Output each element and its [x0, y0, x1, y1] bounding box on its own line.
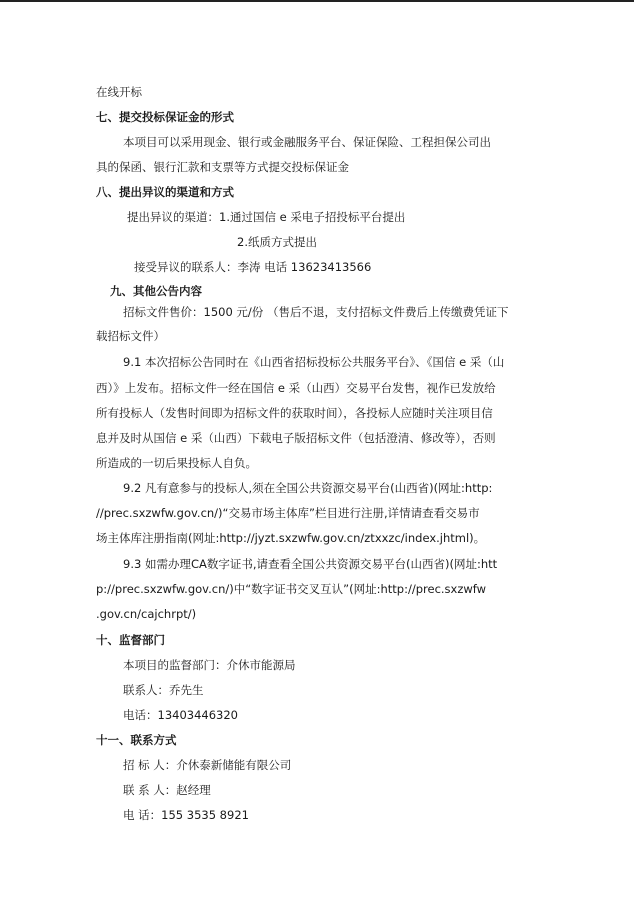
section-9-heading: 九、其他公告内容: [110, 284, 202, 298]
clause-9-1-line-2: 西）》上发布。招标文件一经在国信 e 采（山西）交易平台发售，视作已发放给: [96, 381, 496, 395]
clause-9-1-line-4: 息并及时从国信 e 采（山西）下载电子版招标文件（包括澄清、修改等），否则: [96, 431, 496, 445]
objection-channel-line-2: 2.纸质方式提出: [237, 235, 317, 249]
tender-fee-line-2: 载招标文件）: [96, 329, 165, 343]
clause-9-3-line-2: p://prec.sxzwfw.gov.cn/)中“数字证书交叉互认”(网址:http://prec.sxzwfw: [96, 582, 487, 596]
clause-9-2-line-3: 场主体库注册指南(网址:http://jyzt.sxzwfw.gov.cn/ztxxzc/index.jhtml)。: [96, 531, 486, 545]
section-7-body-line-2: 具的保函、银行汇款和支票等方式提交投标保证金: [96, 160, 349, 174]
tender-fee-line-1: 招标文件售价：1500 元/份 （售后不退，支付招标文件费后上传缴费凭证下: [123, 305, 509, 319]
contact-phone-line: 电 话：155 3535 8921: [123, 808, 249, 822]
objection-channel-line-1: 提出异议的渠道：1.通过国信 e 采电子招投标平台提出: [127, 210, 406, 224]
objection-contact-line: 接受异议的联系人：李涛 电话 13623413566: [134, 260, 372, 274]
section-11-heading: 十一、联系方式: [96, 733, 177, 747]
clause-9-3-line-3: .gov.cn/cajchrpt/): [96, 607, 197, 621]
clause-9-3-line-1: 9.3 如需办理CA数字证书,请查看全国公共资源交易平台(山西省)(网址:htt: [123, 557, 498, 571]
section-7-body-line-1: 本项目可以采用现金、银行或金融服务平台、保证保险、工程担保公司出: [123, 135, 491, 149]
clause-9-1-line-5: 所造成的一切后果投标人自负。: [96, 456, 257, 470]
clause-9-2-line-1: 9.2 凡有意参与的投标人,须在全国公共资源交易平台(山西省)(网址:http:: [123, 481, 493, 495]
section-10-heading: 十、监督部门: [96, 633, 165, 647]
clause-9-2-line-2: //prec.sxzwfw.gov.cn/)“交易市场主体库”栏目进行注册,详情请查看交易市: [96, 506, 480, 520]
supervision-contact-line: 联系人：乔先生: [123, 683, 204, 697]
clause-9-1-line-3: 所有投标人（发售时间即为招标文件的获取时间），各投标人应随时关注项目信: [96, 406, 493, 420]
supervision-dept-line: 本项目的监督部门：介休市能源局: [123, 658, 296, 672]
supervision-phone-line: 电话：13403446320: [123, 708, 238, 722]
section-7-heading: 七、提交投标保证金的形式: [96, 110, 234, 124]
tenderer-line: 招 标 人：介休泰新储能有限公司: [123, 758, 292, 772]
section-8-heading: 八、提出异议的渠道和方式: [96, 185, 234, 199]
clause-9-1-line-1: 9.1 本次招标公告同时在《山西省招标投标公共服务平台》、《国信 e 采（山: [123, 355, 505, 369]
online-opening-text: 在线开标: [96, 85, 142, 99]
contact-person-line: 联 系 人：赵经理: [123, 783, 211, 797]
